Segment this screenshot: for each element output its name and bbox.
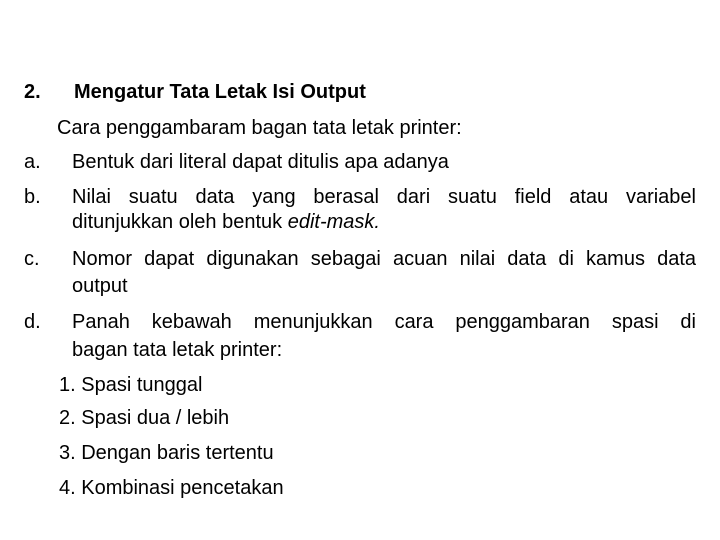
heading-number: 2. xyxy=(24,81,41,103)
item-text-d-line2: bagan tata letak printer: xyxy=(72,339,283,361)
intro-text: Cara penggambaram bagan tata letak printer: xyxy=(57,117,462,139)
item-text-b-line1: Nilai suatu data yang berasal dari suatu field atau variabel xyxy=(72,186,696,208)
sublist-item-3: 3. Dengan baris tertentu xyxy=(59,442,274,464)
item-text-b-line2-prefix: ditunjukkan oleh bentuk xyxy=(72,211,288,233)
item-marker-a: a. xyxy=(24,151,41,173)
item-text-c-line1: Nomor dapat digunakan sebagai acuan nilai data di kamus data xyxy=(72,248,696,270)
item-marker-c: c. xyxy=(24,248,40,270)
item-text-b-line2 xyxy=(72,210,380,234)
item-text-a: Bentuk dari literal dapat ditulis apa adanya xyxy=(72,151,449,173)
item-text-d-line1: Panah kebawah menunjukkan cara penggambaran spasi di xyxy=(72,311,696,333)
item-text-c-line2: output xyxy=(72,275,128,297)
sublist-item-1: 1. Spasi tunggal xyxy=(59,374,203,396)
item-marker-d: d. xyxy=(24,311,41,333)
heading-title: Mengatur Tata Letak Isi Output xyxy=(74,81,366,103)
item-text-b-line2-italic: edit-mask. xyxy=(287,211,380,233)
item-marker-b: b. xyxy=(24,186,41,208)
sublist-item-2: 2. Spasi dua / lebih xyxy=(59,407,230,429)
sublist-item-4: 4. Kombinasi pencetakan xyxy=(59,477,284,499)
